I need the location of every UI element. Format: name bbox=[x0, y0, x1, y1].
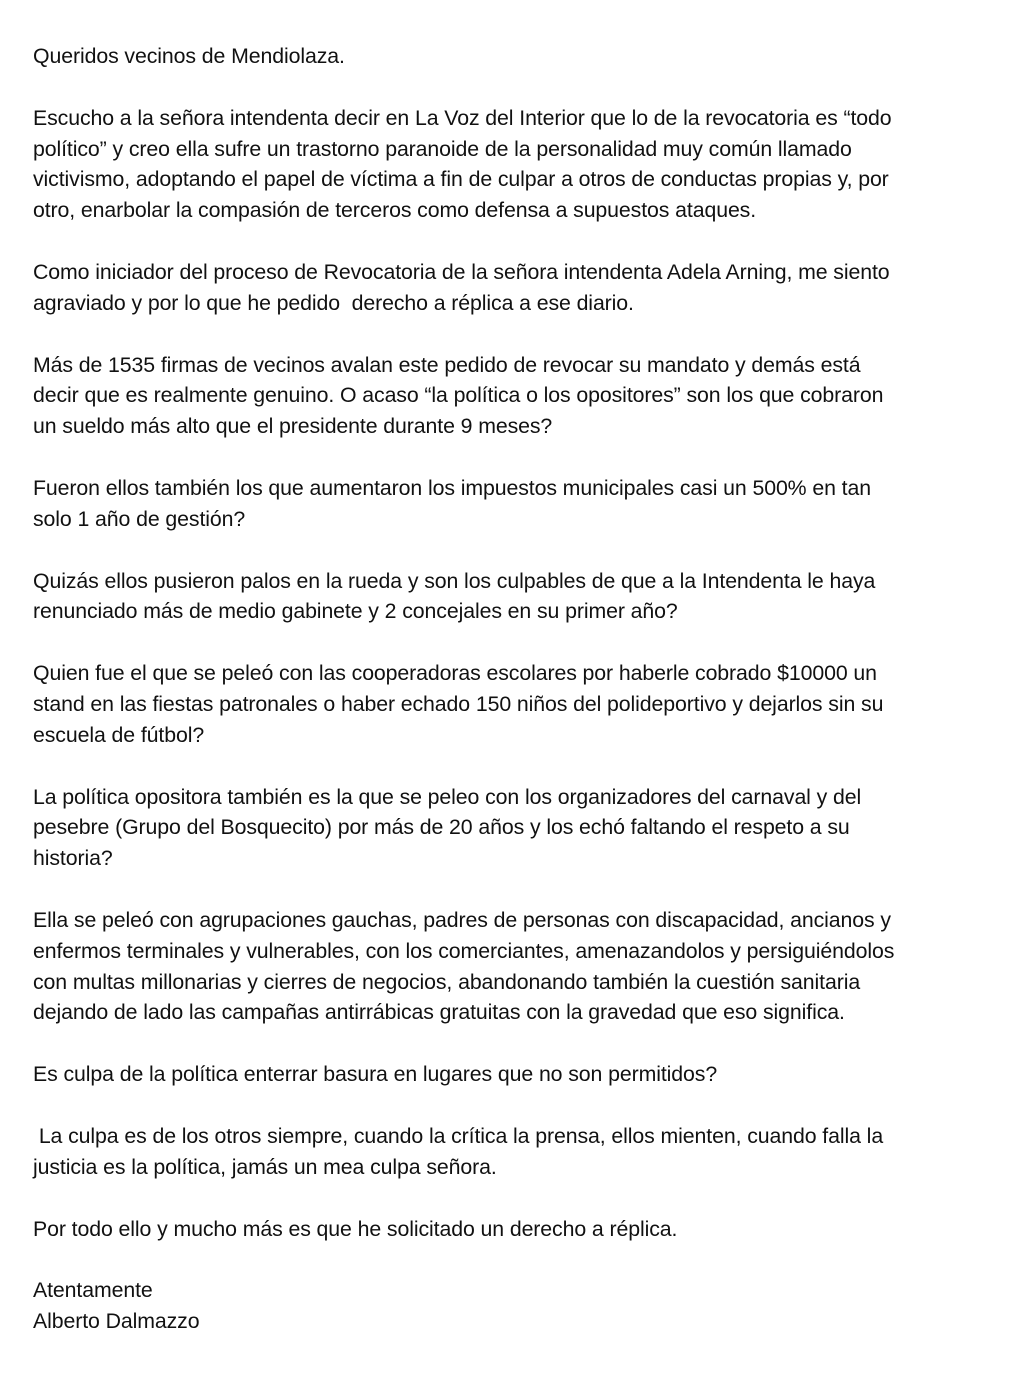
text-line: un sueldo más alto que el presidente durante 9 meses? bbox=[33, 414, 553, 439]
text-line: enfermos terminales y vulnerables, con los comerciantes, amenazandolos y persiguiéndolos bbox=[33, 938, 895, 963]
text-line: Ella se peleó con agrupaciones gauchas, padres de personas con discapacidad, ancianos y bbox=[33, 907, 891, 932]
paragraph-taxes bbox=[33, 473, 1013, 535]
text-line: pesebre (Grupo del Bosquecito) por más de 20 años y los echó faltando el respeto a su bbox=[33, 815, 850, 840]
paragraph-resignations bbox=[33, 566, 1013, 628]
text-line: stand en las fiestas patronales o haber echado 150 niños del polideportivo y dejarlos sin su bbox=[33, 691, 884, 716]
text-line: dejando de lado las campañas antirrábicas gratuitas con la gravedad que eso significa. bbox=[33, 1000, 845, 1025]
greeting-line: Queridos vecinos de Mendiolaza. bbox=[33, 44, 345, 68]
text-line: decir que es realmente genuino. O acaso “la política o los opositores” son los que cobraron bbox=[33, 383, 884, 408]
paragraph-conflicts bbox=[33, 905, 1013, 1028]
paragraph-carnival bbox=[33, 782, 1013, 874]
letter-document bbox=[33, 41, 1013, 1337]
text-line: Es culpa de la política enterrar basura en lugares que no son permitidos? bbox=[33, 1062, 718, 1087]
text-line: Por todo ello y mucho más es que he solicitado un derecho a réplica. bbox=[33, 1216, 678, 1241]
paragraph-garbage bbox=[33, 1059, 1013, 1090]
text-line: escuela de fútbol? bbox=[33, 722, 205, 747]
paragraph-blame bbox=[33, 1121, 1013, 1183]
signature-block bbox=[33, 1275, 1013, 1337]
text-line: con multas millonarias y cierres de negocios, abandonando también la cuestión sanitaria bbox=[33, 969, 861, 994]
text-line: agraviado y por lo que he pedido derecho a réplica a ese diario. bbox=[33, 290, 634, 315]
text-line: historia? bbox=[33, 846, 113, 871]
text-line: Quien fue el que se peleó con las cooperadoras escolares por haberle cobrado $10000 un bbox=[33, 661, 877, 686]
text-line: solo 1 año de gestión? bbox=[33, 506, 246, 531]
text-line: justicia es la política, jamás un mea culpa señora. bbox=[33, 1154, 497, 1179]
text-line: Fueron ellos también los que aumentaron los impuestos municipales casi un 500% en tan bbox=[33, 475, 871, 500]
text-line: Como iniciador del proceso de Revocatoria de la señora intendenta Adela Arning, me siento bbox=[33, 259, 890, 284]
text-line: Más de 1535 firmas de vecinos avalan este pedido de revocar su mandato y demás está bbox=[33, 352, 861, 377]
closing: Atentamente bbox=[33, 1278, 153, 1303]
text-line: político” y creo ella sufre un trastorno paranoide de la personalidad muy común llamado bbox=[33, 136, 852, 161]
paragraph-cooperatives bbox=[33, 658, 1013, 750]
text-line: La culpa es de los otros siempre, cuando la crítica la prensa, ellos mienten, cuando falla la bbox=[33, 1123, 884, 1148]
text-line: La política opositora también es la que se peleo con los organizadores del carnaval y del bbox=[33, 784, 862, 809]
text-line: victivismo, adoptando el papel de víctima a fin de culpar a otros de conductas propias y, por bbox=[33, 167, 889, 192]
text-line: Quizás ellos pusieron palos en la rueda y son los culpables de que a la Intendenta le haya bbox=[33, 568, 876, 593]
text-line: renunciado más de medio gabinete y 2 concejales en su primer año? bbox=[33, 599, 678, 624]
paragraph-victimism bbox=[33, 103, 1013, 226]
paragraph-conclusion bbox=[33, 1214, 1013, 1245]
paragraph-signatures bbox=[33, 350, 1013, 442]
signature-name: Alberto Dalmazzo bbox=[33, 1309, 200, 1334]
greeting bbox=[33, 41, 1013, 72]
text-line: Escucho a la señora intendenta decir en La Voz del Interior que lo de la revocatoria es “todo bbox=[33, 105, 892, 130]
text-line: otro, enarbolar la compasión de terceros como defensa a supuestos ataques. bbox=[33, 198, 757, 223]
paragraph-initiator bbox=[33, 257, 1013, 319]
